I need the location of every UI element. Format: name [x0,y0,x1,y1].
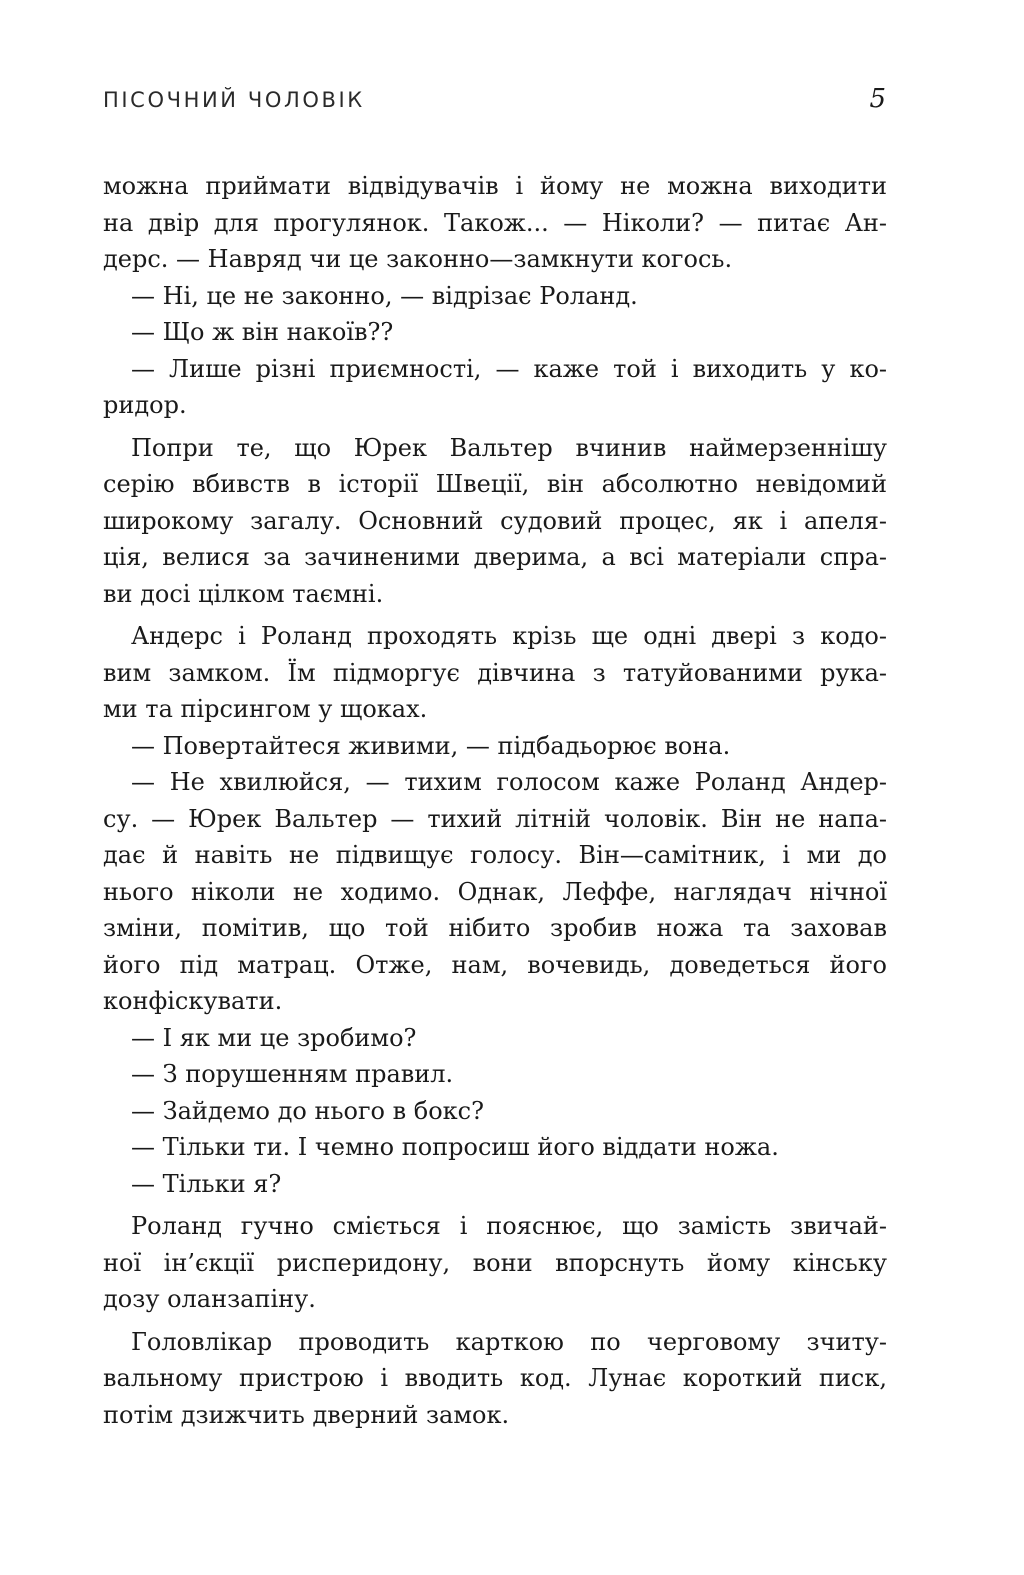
text-line: Попри те, що Юрек Вальтер вчинив наймерзеннішу [131,433,887,462]
text-line: дерс. — Навряд чи це законно—замкнути когось. [103,245,733,273]
text-line: — Ні, це не законно, — відрізає Роланд. [131,281,638,310]
text-line: потім дзижчить дверний замок. [103,1400,510,1429]
text-line: — Лише різні приємності, — каже той і виходить у ко- [131,354,887,383]
text-line: су. — Юрек Вальтер — тихий літній чоловік. Він не напа- [103,804,887,833]
text-line: широкому загалу. Основний судовий процес, як і апеля- [103,506,887,535]
text-line: вальному пристрою і вводить код. Лунає короткий писк, [103,1364,887,1392]
text-line: ридор. [103,391,187,419]
text-line: — Тільки я? [131,1169,282,1198]
text-line: на двір для прогулянок. Також... — Ніколи? — питає Ан- [103,208,887,237]
text-line: ція, велися за зачиненими дверима, а всі матеріали спра- [103,543,887,571]
text-line: дає й навіть не підвищує голосу. Він—самітник, і ми до [103,841,887,869]
text-line: Роланд гучно сміється і пояснює, що замість звичай- [131,1212,887,1240]
running-head-title: ПІСОЧНИЙ ЧОЛОВІК [103,88,365,112]
text-line: ми та пірсингом у щоках. [103,695,428,723]
page-number: 5 [869,84,886,114]
text-line: його під матрац. Отже, нам, вочевидь, доведеться його [103,950,887,979]
text-line: можна приймати відвідувачів і йому не можна виходити [103,172,887,200]
text-line: Андерс і Роланд проходять крізь ще одні двері з кодо- [131,622,887,650]
text-line: серію вбивств в історії Швеції, він абсолютно невідомий [103,470,887,498]
text-line: конфіскувати. [103,987,283,1015]
text-line: — Не хвилюйся, — тихим голосом каже Роланд Андер- [131,768,887,796]
text-line: нього ніколи не ходимо. Однак, Леффе, наглядач нічної [103,877,887,906]
text-line: вим замком. Їм підморгує дівчина з татуйованими рука- [103,658,887,687]
body-text [103,168,887,1433]
text-line: ної ін’єкції рисперидону, вони впорснуть йому кінську [103,1248,887,1277]
text-line: — Що ж він накоїв?? [131,318,394,346]
text-line: дозу оланзапіну. [103,1285,316,1313]
text-line: — І як ми це зробимо? [131,1023,417,1052]
text-line: — Повертайтеся живими, — підбадьорює вона. [131,731,731,760]
text-line: — Тільки ти. І чемно попросиш його віддати ножа. [131,1133,779,1161]
text-line: — Зайдемо до нього в бокс? [131,1096,484,1125]
text-line: Головлікар проводить карткою по черговому зчиту- [131,1327,887,1356]
text-line: — З порушенням правил. [131,1060,454,1088]
text-line: зміни, помітив, що той нібито зробив ножа та заховав [103,914,887,942]
text-line: ви досі цілком таємні. [103,579,384,608]
